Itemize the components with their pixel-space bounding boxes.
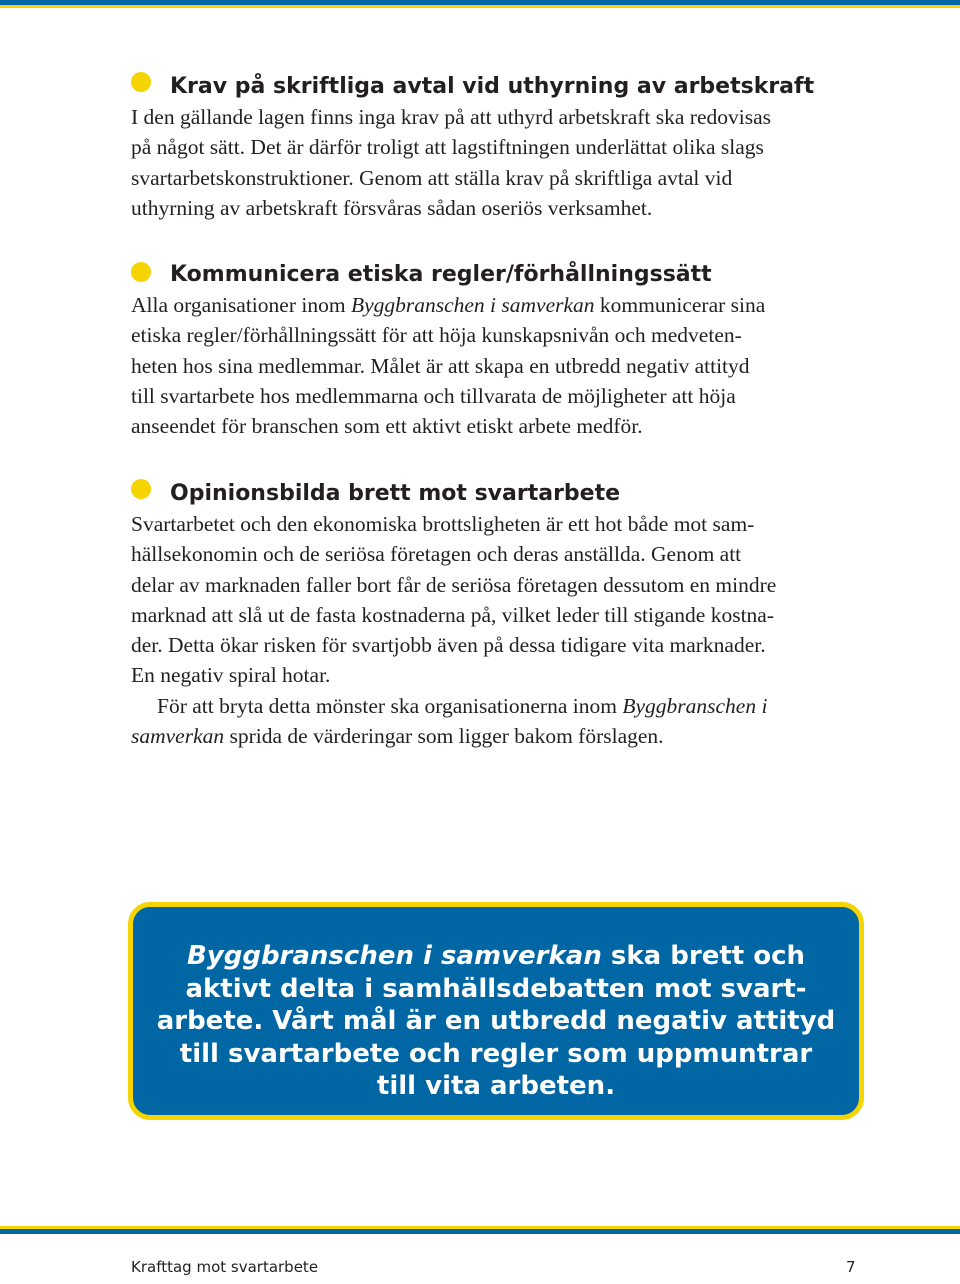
text-line: delar av marknaden faller bort får de seriösa företagen dessutom en mindre xyxy=(131,572,777,597)
top-border xyxy=(0,0,960,8)
bottom-border xyxy=(0,1226,960,1234)
section-opinionsbilda xyxy=(131,479,871,751)
callout-line xyxy=(133,940,859,973)
paragraph xyxy=(131,290,871,441)
callout-line: till vita arbeten. xyxy=(376,1071,616,1101)
text-line: till svartarbete hos medlemmarna och tillvarata de möjligheter att höja xyxy=(131,383,736,408)
paragraph xyxy=(131,102,871,223)
text-line: uthyrning av arbetskraft försvåras sådan oseriös verksamhet. xyxy=(131,195,653,220)
paragraph xyxy=(131,691,871,752)
text-line xyxy=(131,290,871,320)
text-line: marknad att slå ut de fasta kostnaderna på, vilket leder till stigande kostna- xyxy=(131,602,775,627)
yellow-bullet-icon xyxy=(131,72,151,92)
text-run: sprida de värderingar som ligger bakom förslagen. xyxy=(224,724,664,749)
section-body xyxy=(131,509,871,751)
section-heading xyxy=(131,72,871,102)
callout-line: arbete. Vårt mål är en utbredd negativ attityd xyxy=(156,1006,836,1036)
section-heading-text: Krav på skriftliga avtal vid uthyrning av arbetskraft xyxy=(170,74,815,99)
italic-organisation-name: Byggbranschen i xyxy=(622,693,768,718)
section-heading-text: Kommunicera etiska regler/förhållningssätt xyxy=(170,262,712,287)
top-border-yellow xyxy=(0,5,960,8)
text-line: der. Detta ökar risken för svartjobb även på dessa tidigare vita marknader. xyxy=(131,633,766,658)
text-line: En negativ spiral hotar. xyxy=(131,663,331,688)
section-body xyxy=(131,102,871,223)
callout-line: aktivt delta i samhällsdebatten mot svart- xyxy=(185,973,807,1004)
text-run: kommunicerar sina xyxy=(594,293,766,317)
footer-title: Krafttag mot svartarbete xyxy=(131,1258,319,1276)
italic-organisation-name: Byggbranschen i samverkan xyxy=(186,941,602,971)
text-run: ska brett och xyxy=(601,941,806,971)
section-heading xyxy=(131,479,871,509)
section-body xyxy=(131,290,871,441)
text-line: etiska regler/förhållningssätt för att höja kunskapsnivån och medveten- xyxy=(131,323,742,348)
italic-organisation-name: Byggbranschen i samverkan xyxy=(350,293,595,317)
text-run: För att bryta detta mönster ska organisationerna inom xyxy=(157,693,623,718)
text-line xyxy=(131,691,871,721)
yellow-bullet-icon xyxy=(131,262,151,282)
text-line xyxy=(131,721,871,751)
section-etiska-regler xyxy=(131,260,871,441)
text-line: på något sätt. Det är därför troligt att lagstiftningen underlättat olika slags xyxy=(131,135,764,160)
text-line: Svartarbetet och den ekonomiska brottsligheten är ett hot både mot sam- xyxy=(131,512,755,536)
paragraph xyxy=(131,509,871,691)
callout-line: till svartarbete och regler som uppmuntrar xyxy=(179,1038,813,1069)
callout-box xyxy=(128,902,864,1120)
section-heading-text: Opinionsbilda brett mot svartarbete xyxy=(170,481,621,506)
section-skriftliga-avtal xyxy=(131,72,871,223)
text-run: Alla organisationer inom xyxy=(131,293,351,317)
section-heading xyxy=(131,260,871,290)
text-line: heten hos sina medlemmar. Målet är att skapa en utbredd negativ attityd xyxy=(131,353,750,378)
bottom-border-blue xyxy=(0,1229,960,1234)
text-line: hällsekonomin och de seriösa företagen och deras anställda. Genom att xyxy=(131,542,742,567)
italic-organisation-name: samverkan xyxy=(131,724,225,749)
yellow-bullet-icon xyxy=(131,479,151,499)
page-number: 7 xyxy=(846,1258,856,1276)
text-line: svartarbetskonstruktioner. Genom att ställa krav på skriftliga avtal vid xyxy=(131,165,733,190)
callout-text xyxy=(133,940,859,1103)
text-line: I den gällande lagen finns inga krav på att uthyrd arbetskraft ska redovisas xyxy=(131,105,772,129)
text-line: anseendet för branschen som ett aktivt etiskt arbete medför. xyxy=(131,414,643,439)
